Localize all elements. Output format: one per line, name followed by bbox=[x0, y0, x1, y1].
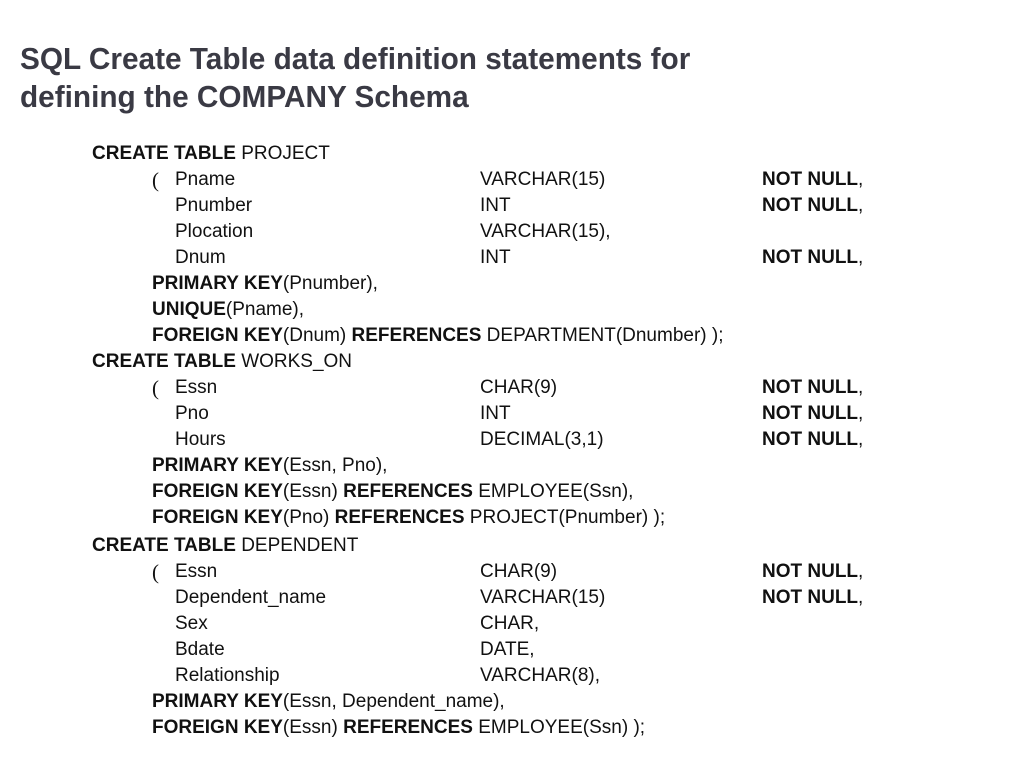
column-name: Essn bbox=[175, 377, 218, 398]
column-type: DECIMAL(3,1) bbox=[480, 429, 604, 450]
foreign-key-clause: FOREIGN KEY(Essn) REFERENCES EMPLOYEE(Ssn), bbox=[152, 481, 634, 502]
create-table-works-on: CREATE TABLE WORKS_ON bbox=[92, 351, 353, 372]
open-paren: ( bbox=[152, 168, 159, 192]
unique-clause: UNIQUE(Pname), bbox=[152, 299, 305, 320]
create-table-keyword: CREATE TABLE bbox=[92, 143, 236, 164]
column-type: CHAR, bbox=[480, 613, 540, 634]
column-constraint: NOT NULL, bbox=[762, 195, 864, 216]
primary-key-clause: PRIMARY KEY(Essn, Pno), bbox=[152, 455, 388, 476]
column-constraint: NOT NULL, bbox=[762, 403, 864, 424]
column-name: Dependent_name bbox=[175, 587, 327, 608]
column-name: Dnum bbox=[175, 247, 226, 268]
column-name: Plocation bbox=[175, 221, 254, 242]
column-name: Essn bbox=[175, 561, 218, 582]
column-name: Hours bbox=[175, 429, 226, 450]
primary-key-clause: PRIMARY KEY(Essn, Dependent_name), bbox=[152, 691, 505, 712]
column-type: INT bbox=[480, 247, 511, 268]
column-type: INT bbox=[480, 195, 511, 216]
column-name: Relationship bbox=[175, 665, 280, 686]
column-name: Pname bbox=[175, 169, 236, 190]
title-line-1: SQL Create Table data definition statements for bbox=[20, 41, 691, 76]
column-constraint: NOT NULL, bbox=[762, 169, 864, 190]
column-type: VARCHAR(8), bbox=[480, 665, 600, 686]
column-type: INT bbox=[480, 403, 511, 424]
column-name: Pnumber bbox=[175, 195, 253, 216]
column-constraint: NOT NULL, bbox=[762, 561, 864, 582]
column-type: VARCHAR(15), bbox=[480, 221, 611, 242]
column-constraint: NOT NULL, bbox=[762, 247, 864, 268]
column-constraint: NOT NULL, bbox=[762, 429, 864, 450]
create-table-project bbox=[92, 141, 330, 167]
foreign-key-clause: FOREIGN KEY(Essn) REFERENCES EMPLOYEE(Ssn) ); bbox=[152, 717, 646, 738]
column-type: VARCHAR(15) bbox=[480, 169, 606, 190]
column-name: Bdate bbox=[175, 639, 225, 660]
table-name: PROJECT bbox=[241, 143, 330, 164]
title-line-2: defining the COMPANY Schema bbox=[20, 79, 469, 114]
create-table-dependent: CREATE TABLE DEPENDENT bbox=[92, 535, 359, 556]
column-name: Sex bbox=[175, 613, 208, 634]
open-paren: ( bbox=[152, 560, 159, 584]
column-constraint: NOT NULL, bbox=[762, 377, 864, 398]
column-name: Pno bbox=[175, 403, 209, 424]
column-type: DATE, bbox=[480, 639, 535, 660]
open-paren: ( bbox=[152, 376, 159, 400]
column-type: VARCHAR(15) bbox=[480, 587, 606, 608]
column-type: CHAR(9) bbox=[480, 377, 558, 398]
column-type: CHAR(9) bbox=[480, 561, 558, 582]
column-constraint: NOT NULL, bbox=[762, 587, 864, 608]
foreign-key-clause: FOREIGN KEY(Pno) REFERENCES PROJECT(Pnumber) ); bbox=[152, 507, 666, 528]
primary-key-clause: PRIMARY KEY(Pnumber), bbox=[152, 273, 378, 294]
foreign-key-clause: FOREIGN KEY(Dnum) REFERENCES DEPARTMENT(Dnumber) ); bbox=[152, 325, 724, 346]
